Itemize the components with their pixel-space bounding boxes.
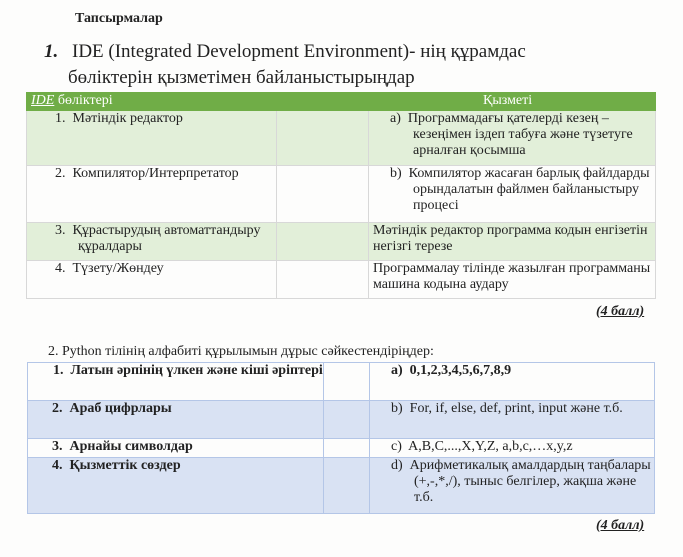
function-text: Компилятор жасаған барлық файлдарды орындалатын файлмен байланыстыру процесі <box>408 166 650 213</box>
option-letter: a) <box>390 111 401 126</box>
option-letter: c) <box>391 439 402 454</box>
function-cell <box>369 111 656 166</box>
header-empty <box>277 93 369 111</box>
row-number: 1. <box>55 111 66 126</box>
value-text: For, if, else, def, print, input және т.б. <box>409 401 623 416</box>
part-label: Құрастырудың автоматтандыру құралдары <box>72 223 261 254</box>
function-cell <box>369 166 656 223</box>
header-function: Қызметі <box>369 93 656 111</box>
points-label-1: (4 балл) <box>596 304 645 319</box>
empty-cell <box>324 363 370 401</box>
item-cell <box>28 363 324 401</box>
empty-cell <box>277 223 369 261</box>
table-row <box>28 363 655 401</box>
value-text: 0,1,2,3,4,5,6,7,8,9 <box>409 363 512 378</box>
option-letter: b) <box>390 166 402 181</box>
question-1-line-2: бөліктерін қызметімен байланыстырыңдар <box>68 67 415 88</box>
option-letter: b) <box>391 401 403 416</box>
part-cell <box>27 261 277 299</box>
option-letter: a) <box>391 363 403 378</box>
row-number: 2. <box>52 401 63 416</box>
function-cell <box>369 261 656 299</box>
row-number: 2. <box>55 166 66 181</box>
part-label: Түзету/Жөндеу <box>72 261 164 276</box>
option-letter: d) <box>391 458 403 473</box>
empty-cell <box>324 458 370 514</box>
header-parts <box>27 93 277 111</box>
question-1-line-1: IDE (Integrated Development Environment)- нің құрамдас <box>72 41 526 62</box>
table-row <box>27 261 656 299</box>
function-text: Мәтіндік редактор программа кодын енгізетін негізгі терезе <box>373 223 648 254</box>
empty-cell <box>277 166 369 223</box>
part-cell <box>27 111 277 166</box>
empty-cell <box>324 401 370 439</box>
row-number: 3. <box>52 439 63 454</box>
value-text: A,B,C,...,X,Y,Z, a,b,c,…x,y,z <box>408 439 573 454</box>
value-cell <box>370 439 655 458</box>
item-cell <box>28 401 324 439</box>
part-label: Мәтіндік редактор <box>72 111 183 126</box>
empty-cell <box>324 439 370 458</box>
part-label: Компилятор/Интерпретатор <box>72 166 239 181</box>
header-parts-label: бөліктері <box>54 93 113 108</box>
header-ide: IDE <box>31 93 55 108</box>
row-number: 1. <box>53 363 64 378</box>
table-row <box>28 458 655 514</box>
python-alphabet-table <box>27 362 655 514</box>
value-cell <box>370 363 655 401</box>
item-cell <box>28 458 324 514</box>
item-label: Араб цифрлары <box>69 401 172 416</box>
table-row <box>28 401 655 439</box>
table-row <box>27 223 656 261</box>
table-header <box>27 93 656 111</box>
value-cell <box>370 458 655 514</box>
table-row <box>27 166 656 223</box>
ide-parts-table <box>26 92 656 299</box>
row-number: 4. <box>52 458 63 473</box>
function-text: Программадағы қателерді кезең – кезеңімен іздеп табуға және түзетуге арналған қосымша <box>407 111 633 158</box>
value-text: Арифметикалық амалдардың таңбалары (+,-,*,/), тыныс белгілер, жақша және т.б. <box>409 458 651 505</box>
value-cell <box>370 401 655 439</box>
function-text: Программалау тілінде жазылған программаны машина кодына аудару <box>373 261 651 292</box>
item-label: Қызметтік сөздер <box>69 458 181 473</box>
item-label: Арнайы символдар <box>69 439 193 454</box>
item-cell <box>28 439 324 458</box>
points-label-2: (4 балл) <box>596 518 645 533</box>
item-label: Латын әрпінің үлкен және кіші әріптері <box>70 363 323 378</box>
function-cell <box>369 223 656 261</box>
empty-cell <box>277 111 369 166</box>
table-row <box>27 111 656 166</box>
row-number: 4. <box>55 261 66 276</box>
part-cell <box>27 166 277 223</box>
question-1-number: 1. <box>44 41 59 62</box>
empty-cell <box>277 261 369 299</box>
page-heading: Тапсырмалар <box>75 11 163 26</box>
table-row <box>28 439 655 458</box>
question-2: 2. Python тілінің алфабиті құрылымын дұрыс сәйкестендіріңдер: <box>48 344 434 359</box>
row-number: 3. <box>55 223 66 238</box>
part-cell <box>27 223 277 261</box>
